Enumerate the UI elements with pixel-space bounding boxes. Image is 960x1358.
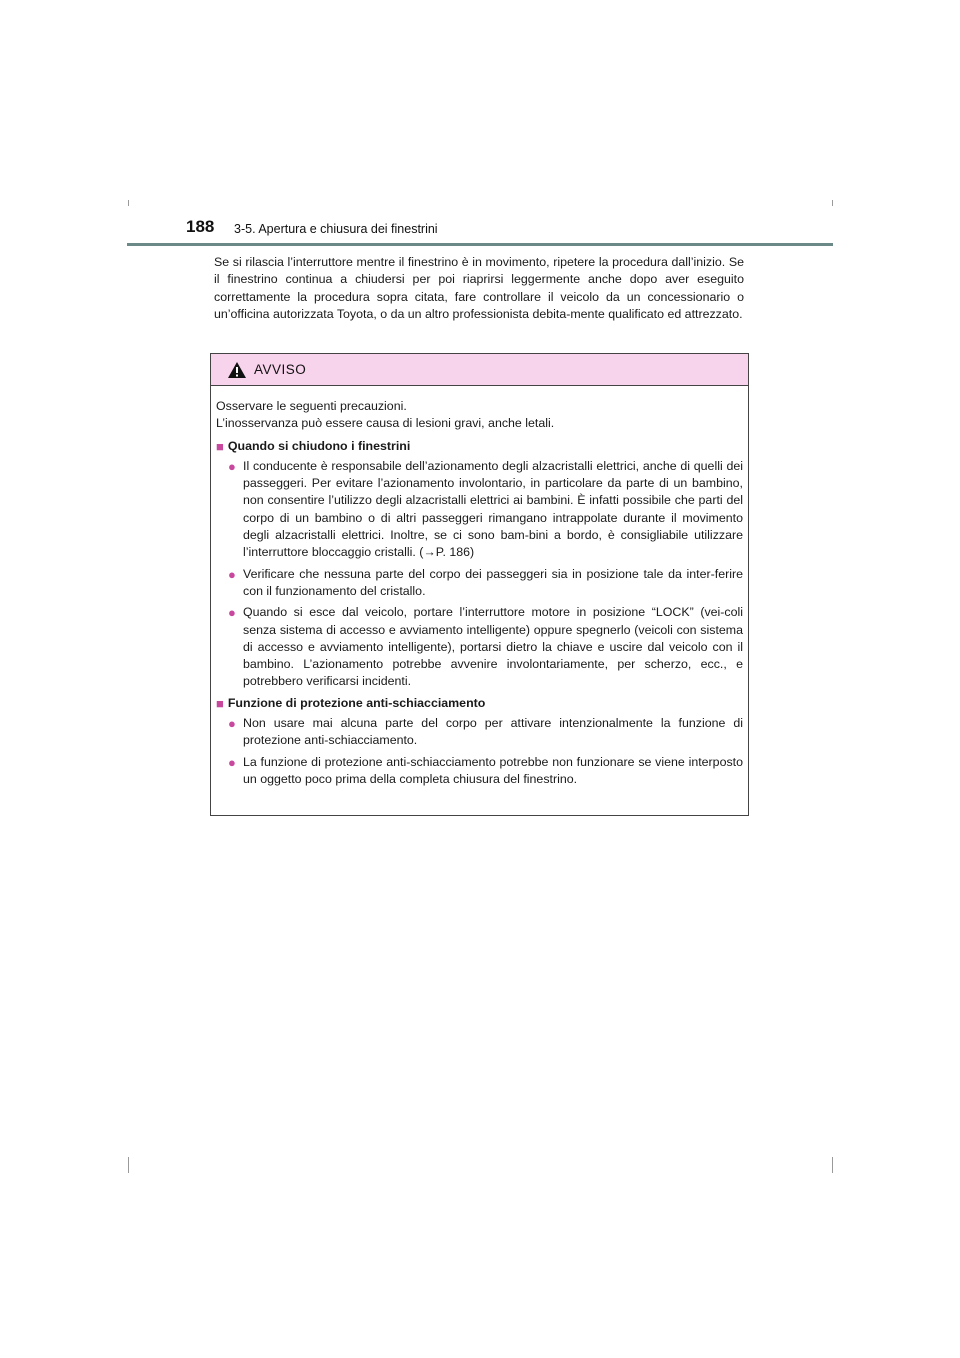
- warning-title: AVVISO: [254, 362, 307, 377]
- list-item: [216, 458, 743, 562]
- crop-mark-bottom-left: [128, 1157, 129, 1173]
- warning-header: [211, 354, 748, 386]
- section-heading-closing-windows: [216, 438, 743, 455]
- square-bullet-icon: ■: [216, 438, 224, 454]
- intro-paragraph: Se si rilascia l’interruttore mentre il finestrino è in movimento, ripetere la procedura dall’inizio. Se il finestrino continua a chiudersi per poi riaprirsi leggermente anche dopo aver eseguito correttamente la procedura sopra citata, fare controllare il veicolo da un concessionario o un’officina autorizzata Toyota, o da un altro professionista debita-mente qualificato ed attrezzato.: [214, 255, 744, 322]
- list-item-text: Verificare che nessuna parte del corpo dei passeggeri sia in posizione tale da inter-ferire con il funzionamento del cristallo.: [243, 566, 743, 598]
- list-item: [216, 566, 743, 601]
- circle-bullet-icon: ●: [228, 566, 236, 582]
- circle-bullet-icon: ●: [228, 458, 236, 474]
- crop-mark-top-right: [832, 200, 833, 206]
- list-item: [216, 604, 743, 690]
- crop-mark-bottom-right: [832, 1157, 833, 1173]
- warning-box: [210, 353, 749, 816]
- section-heading-jam-protection: [216, 695, 743, 712]
- warning-intro-line: L’inosservanza può essere causa di lesioni gravi, anche letali.: [216, 416, 555, 431]
- circle-bullet-icon: ●: [228, 716, 236, 732]
- list-item-text: Il conducente è responsabile dell’azionamento degli alzacristalli elettrici, anche di quelli dei passeggeri. Per evitare l’azionamento involontario, in particolare da parte di un bambino, non consentire l’utilizzo degli alzacristalli elettrici ai bambini. È infatti possibile che parti del corpo di un bambino o di altri passeggeri rimangano intrappolate durante il movimento degli alzacristalli elettrici. Inoltre, se ci sono bam-bini a bordo, è consigliabile utilizzare l’interruttore bloccaggio cristalli. (→P. 186): [243, 458, 743, 560]
- list-item: [216, 754, 743, 789]
- warning-body: [211, 386, 748, 788]
- list-item: [216, 715, 743, 750]
- page-number: 188: [186, 217, 215, 236]
- circle-bullet-icon: ●: [228, 754, 236, 770]
- section-heading-text: Funzione di protezione anti-schiacciamento: [227, 695, 486, 710]
- list-item-text: La funzione di protezione anti-schiacciamento potrebbe non funzionare se viene interposto un oggetto poco prima della completa chiusura del finestrino.: [243, 754, 743, 786]
- square-bullet-icon: ■: [216, 695, 224, 711]
- list-item-text: Quando si esce dal veicolo, portare l’interruttore motore in posizione “LOCK” (vei-coli senza sistema di accesso e avviamento intelligente) oppure spegnerlo (veicoli con sistema di accesso e avviamento intelligente), portarsi dietro la chiave e uscire dal veicolo con il bambino. L’azionamento potrebbe avvenire involontariamente, per scherzo, ecc., e potrebbero verificarsi incidenti.: [243, 605, 743, 689]
- section-heading-text: Quando si chiudono i finestrini: [227, 438, 411, 453]
- crop-mark-top-left: [128, 200, 129, 206]
- header-rule: [127, 243, 833, 246]
- warning-intro: [216, 398, 743, 433]
- warning-triangle-icon: [227, 361, 247, 379]
- section-title: 3-5. Apertura e chiusura dei finestrini: [234, 222, 438, 236]
- warning-intro-line: Osservare le seguenti precauzioni.: [216, 399, 407, 413]
- circle-bullet-icon: ●: [228, 605, 236, 621]
- list-item-text: Non usare mai alcuna parte del corpo per attivare intenzionalmente la funzione di protezione anti-schiacciamento.: [243, 716, 743, 748]
